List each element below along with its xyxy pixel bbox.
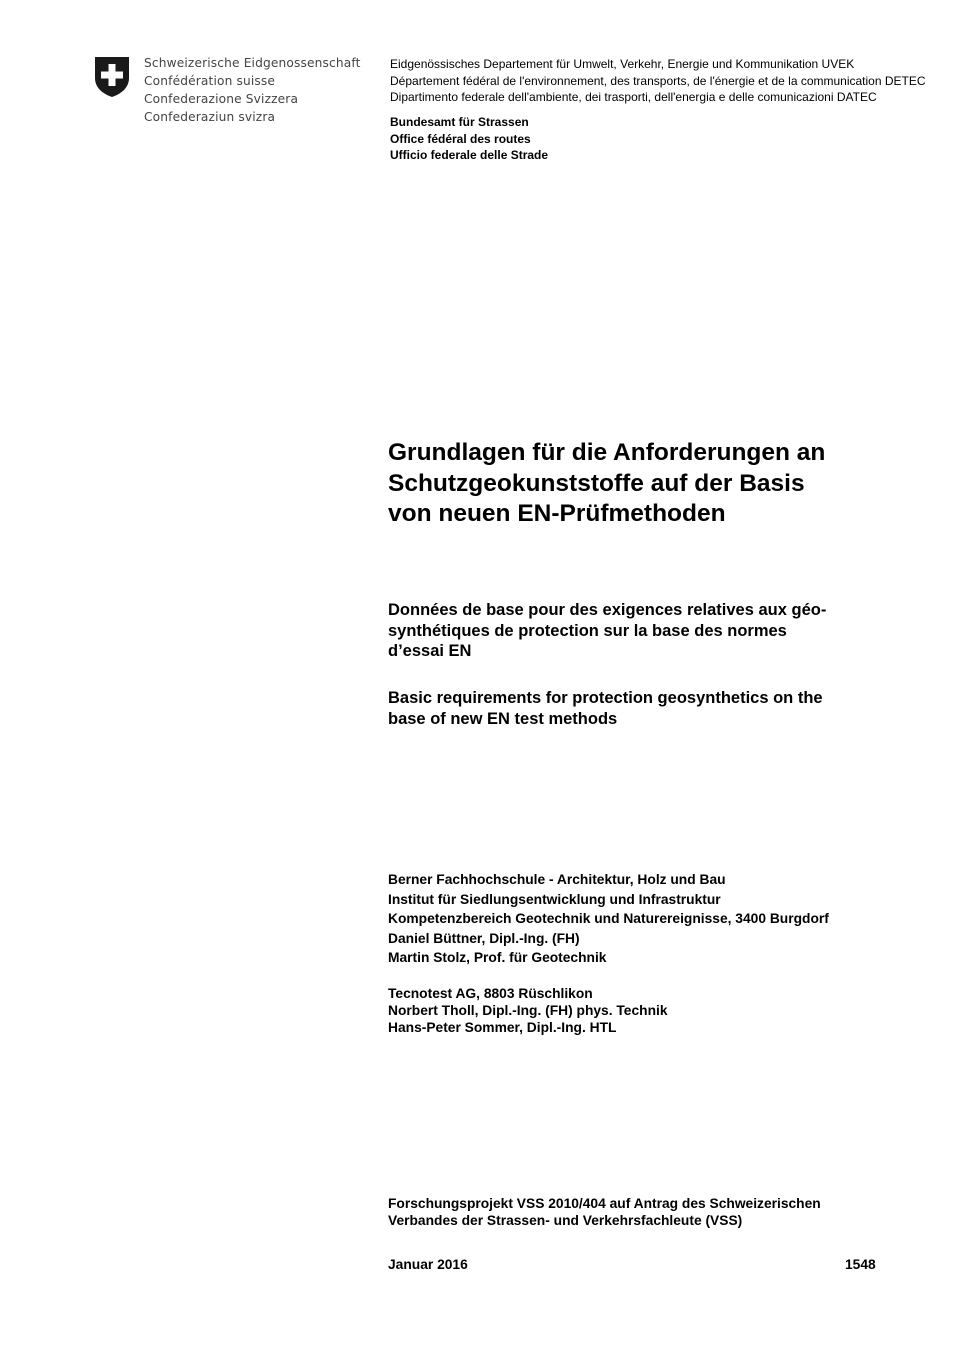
logo-line-fr: Confédération suisse bbox=[144, 74, 276, 88]
department-line-fr: Département fédéral de l'environnement, des transports, de l'énergie et de la communication DETEC bbox=[390, 73, 926, 88]
author-line: Tecnotest AG, 8803 Rüschlikon bbox=[388, 986, 593, 1001]
logo-wordmark bbox=[144, 54, 361, 126]
subtitle-french bbox=[388, 600, 908, 662]
subtitle-en-line: base of new EN test methods bbox=[388, 709, 618, 728]
authors-tecnotest bbox=[388, 985, 668, 1036]
author-line: Martin Stolz, Prof. für Geotechnik bbox=[388, 950, 607, 966]
author-line: Institut für Siedlungsentwicklung und Infrastruktur bbox=[388, 891, 721, 907]
office-header bbox=[390, 114, 548, 164]
swiss-cross-shield-icon bbox=[94, 56, 130, 98]
note-line: Forschungsprojekt VSS 2010/404 auf Antrag des Schweizerischen bbox=[388, 1196, 821, 1211]
logo-line-de: Schweizerische Eidgenossenschaft bbox=[144, 56, 361, 70]
subtitle-fr-line: d’essai EN bbox=[388, 642, 472, 660]
title-line: von neuen EN-Prüfmethoden bbox=[388, 500, 726, 527]
note-line: Verbandes der Strassen- und Verkehrsfachleute (VSS) bbox=[388, 1213, 743, 1228]
author-line: Hans-Peter Sommer, Dipl.-Ing. HTL bbox=[388, 1020, 617, 1035]
subtitle-fr-line: Données de base pour des exigences relatives aux géo- bbox=[388, 601, 827, 619]
author-line: Norbert Tholl, Dipl.-Ing. (FH) phys. Technik bbox=[388, 1003, 668, 1018]
subtitle-fr-line: synthétiques de protection sur la base des normes bbox=[388, 621, 787, 640]
department-header bbox=[390, 56, 950, 106]
page-title bbox=[388, 438, 908, 530]
federal-logo bbox=[94, 54, 364, 124]
author-line: Kompetenzbereich Geotechnik und Naturereignisse, 3400 Burgdorf bbox=[388, 911, 829, 927]
logo-line-rm: Confederaziun svizra bbox=[144, 110, 276, 124]
department-line-de: Eidgenössisches Departement für Umwelt, Verkehr, Energie und Kommunikation UVEK bbox=[390, 57, 855, 71]
title-line: Grundlagen für die Anforderungen an bbox=[388, 439, 826, 466]
logo-line-it: Confederazione Svizzera bbox=[144, 92, 299, 106]
author-line: Daniel Büttner, Dipl.-Ing. (FH) bbox=[388, 930, 580, 946]
title-line: Schutzgeokunststoffe auf der Basis bbox=[388, 469, 805, 497]
research-project-note bbox=[388, 1195, 908, 1229]
office-line-it: Ufficio federale delle Strade bbox=[390, 148, 549, 162]
report-number: 1548 bbox=[845, 1257, 876, 1272]
office-line-fr: Office fédéral des routes bbox=[390, 131, 531, 146]
department-line-it: Dipartimento federale dell'ambiente, dei trasporti, dell'energia e delle comunicazioni DATEC bbox=[390, 90, 877, 104]
authors-bfh bbox=[388, 870, 829, 968]
author-line: Berner Fachhochschule - Architektur, Holz und Bau bbox=[388, 872, 726, 887]
publication-date: Januar 2016 bbox=[388, 1257, 468, 1272]
office-line-de: Bundesamt für Strassen bbox=[390, 115, 529, 129]
subtitle-en-line: Basic requirements for protection geosynthetics on the bbox=[388, 689, 823, 707]
subtitle-english bbox=[388, 688, 908, 729]
